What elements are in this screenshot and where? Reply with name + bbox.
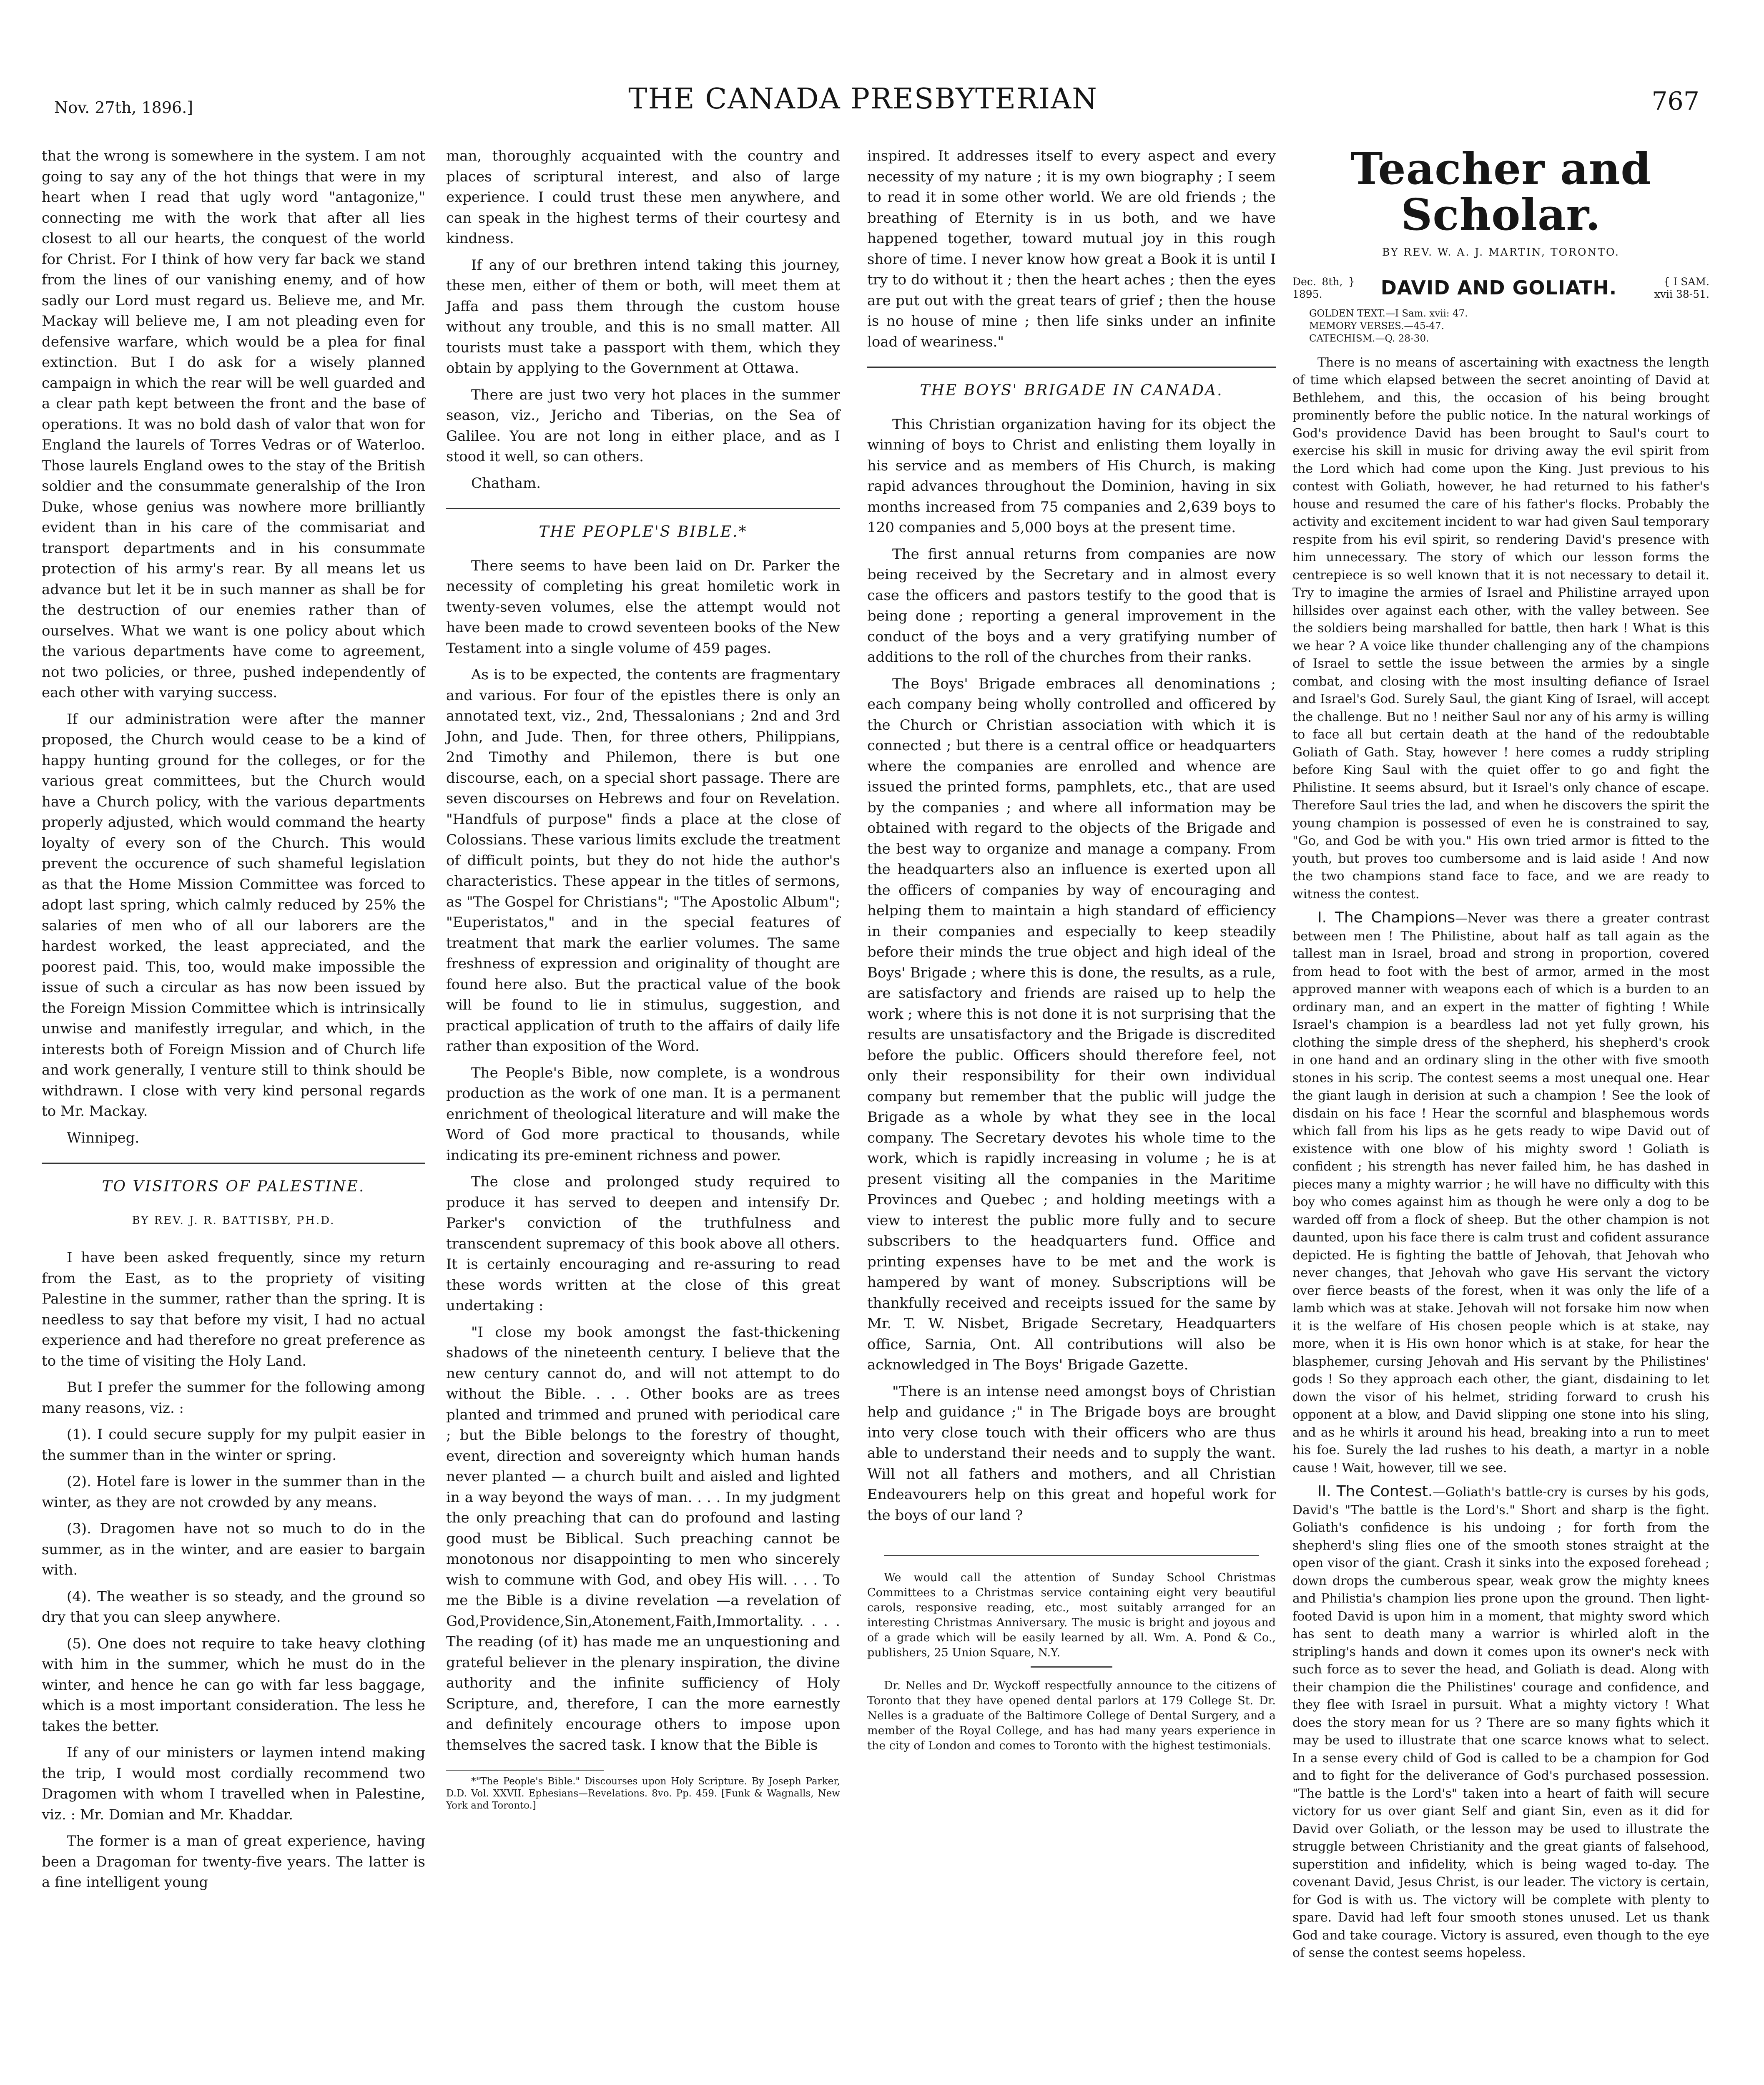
list-item: (3). Dragomen have not so much to do in the summer, as in the winter, and are easier to bargain with. bbox=[42, 1520, 425, 1578]
newspaper-title: THE CANADA PRESBYTERIAN bbox=[628, 83, 1098, 116]
notice-christmas-service: We would call the attention of Sunday School Christmas Committees to a Christmas service containing eight very beautiful carols, responsive reading, etc., most suitably arranged for an interesting Christmas Anniversary. The music is bright and joyous and of a grade which will be easily learned by all. Wm. A. Pond & Co., publishers, 25 Union Square, N.Y. bbox=[867, 1571, 1276, 1659]
paragraph: The Boys' Brigade embraces all denominations ; each company being wholly controlled and officered by the Church or Christian association with which it is connected ; but there is a central office or headquarters where the companies are enrolled and whence are issued the printed forms, pamphlets, etc., that are used by the companies ; and where all information may be obtained with regard to the objects of the Brigade and the best way to organize and manage a company. From the headquarters also an influence is exerted upon all the officers of companies by way of encouraging and helping them to maintain a high standard of efficiency in their companies and especially to keep steadily before their minds the true object and high ideal of the Boys' Brigade ; where this is done, the results, as a rule, are satisfactory and friends are raised up to help the work ; where this is not done it is not surprising that the results are unsatisfactory and the Brigade is discredited before the public. Officers should therefore feel, not only their responsibility for their own individual company but remember that the public will judge the Brigade as a whole by what they see in the local company. The Secretary devotes his whole time to the work, which is rapidly increasing in volume ; he is at present visiting all the companies in the Maritime Provinces and Quebec ; and holding meetings with a view to interest the public more fully and to secure subscribers to the headquarters fund. Office and printing expenses have to be met and the work is hampered by want of money. Subscriptions will be thankfully received and receipts issued for the same by Mr. T. W. Nisbet, Brigade Secretary, Headquarters office, Sarnia, Ont. All contributions will also be acknowledged in The Boys' Brigade Gazette. bbox=[867, 675, 1276, 1373]
lesson-meta bbox=[1309, 307, 1709, 345]
article-title-visitors-palestine: TO VISITORS OF PALESTINE. bbox=[42, 1163, 425, 1197]
lesson-reference: { I SAM. xvii 38-51. bbox=[1654, 275, 1709, 300]
paragraph: If any of our brethren intend taking this journey, these men, either of them or both, will meet them at Jaffa and pass them through the custom house without any trouble, and this is no small matter. All tourists must take a passport with them, which they obtain by applying to the Government at Ottawa. bbox=[446, 256, 840, 377]
list-item: (1). I could secure supply for my pulpit easier in the summer than in the winter or spring. bbox=[42, 1426, 425, 1464]
paragraph: —Goliath's battle-cry is curses by his gods, David's "The battle is the Lord's." Short and sharp is the fight. Goliath's confidence is his undoing ; for forth from the shepherd's sling flies one of the smooth stones straight at the open visor of the giant. Crash it sinks into the exposed forehead ; down drops the cumberous spear, weak grow the mighty knees and Philistia's champion lies prone upon the ground. Then light-footed David is upon him in a moment, that mighty sword which has sent to death many a warrior is whirled aloft in the stripling's hands and down it comes upon its owner's neck with such force as to sever the head, and Goliath is dead. Along with their champion die the Philistines' courage and confidence, and they flee with Israel in pursuit. What a mighty victory ! What does the story mean for us ? There are so many fights which it may be used to illustrate that one scarce knows what to select. In a sense every child of God is called to be a champion for God and to fight for the deliverance of God's purchased possession. "The battle is the Lord's" taken into a heart of faith will secure victory for us over giant Self and giant Sin, even as it did for David over Goliath, or the lesson may be used to illustrate the struggle between Christianity and the great giants of falsehood, superstition and infidelity, which is being waged to-day. The covenant David, Jesus Christ, is our leader. The victory is certain, for God is with us. The victory will be complete with plenty to spare. David had left four smooth stones unused. Let us thank God and take courage. Victory is assured, even though to the eye of sense the contest seems hopeless. bbox=[1292, 1485, 1709, 1960]
section-byline: BY REV. W. A. J. MARTIN, TORONTO. bbox=[1382, 246, 1620, 258]
column-4 bbox=[1292, 143, 1709, 1968]
notice-divider bbox=[884, 1555, 1259, 1556]
article-title-peoples-bible: THE PEOPLE'S BIBLE.* bbox=[446, 508, 840, 543]
footnote: *"The People's Bible." Discourses upon Holy Scripture. By Joseph Parker, D.D. Vol. XXVII. Ephesians—Revelations. 8vo. Pp. 459. [Funk & Wagnalls, New York and Toronto.] bbox=[446, 1776, 840, 1811]
list-item: (5). One does not require to take heavy clothing with him in the summer, which he must do in the winter, and hence he can go with far less baggage, which is a most important consideration. The less he takes the better. bbox=[42, 1635, 425, 1735]
lesson-header bbox=[1292, 276, 1709, 301]
quotation: "I close my book amongst the fast-thickening shadows of the nineteenth century. I believe that the new century cannot do, and will not attempt to do without the Bible. . . . Other books are as trees planted and trimmed and pruned with periodical care ; but the Bible belongs to the forestry of thought, event, direction and sovereignty which human hands never planted — a church built and aisled and lighted in a way beyond the ways of man. . . . In my judgment the only preaching that can do profound and lasting good must be Biblical. Such preaching cannot be monotonous nor disappointing to men who sincerely wish to commune with God, and obey His will. . . . To me the Bible is a divine revelation —a revelation of God,Providence,Sin,Atonement,Faith,Immortality. . . . The reading (of it) has made me an unquestioning and grateful believer in the plenary inspiration, the divine authority and the infinite sufficiency of Holy Scripture, and, therefore, I can the more earnestly and definitely encourage others to impose upon themselves the sacred task. I know that the Bible is bbox=[446, 1324, 840, 1753]
paragraph: inspired. It addresses itself to every aspect and every necessity of my nature ; it is my own biography ; I seem to read it in some other world. We are old friends ; the breathing of Eternity is in us both, and we have happened together, toward mutual joy in this rough shore of time. I never know how great a Book it is until I try to do without it ; then the heart aches ; then the eyes are put out with the great tears of grief ; then the house is no house of mine ; then life sinks under an infinite load of weariness." bbox=[867, 148, 1276, 350]
memory-verses: MEMORY VERSES.—45-47. bbox=[1309, 320, 1444, 332]
issue-date: Nov. 27th, 1896.] bbox=[54, 98, 193, 117]
signature-place: Winnipeg. bbox=[67, 1129, 140, 1146]
footnote-divider bbox=[446, 1770, 604, 1771]
paragraph: The close and prolonged study required to produce it has served to deepen and intensify Dr. Parker's conviction of the truthfulness and transcendent supremacy of this book above all others. It is certainly encouraging and re-assuring to read these words written at the close of this great undertaking : bbox=[446, 1173, 840, 1314]
paragraph: "There is an intense need amongst boys of Christian help and guidance ;" in The Brigade boys are brought into very close touch with their officers who are thus able to understand their needs and to supply the want. Will not all fathers and mothers, and all Christian Endeavourers help on this great and hopeful work for the boys of our land ? bbox=[867, 1383, 1276, 1524]
catechism: CATECHISM.—Q. 28-30. bbox=[1309, 333, 1429, 344]
signature-place: Chatham. bbox=[471, 475, 541, 492]
subheading-contest: II. The Contest. bbox=[1317, 1483, 1433, 1500]
list-item: (4). The weather is so steady, and the ground so dry that you can sleep anywhere. bbox=[42, 1588, 425, 1625]
subheading-champions: I. The Champions bbox=[1317, 909, 1455, 926]
lesson-date: Dec. 8th, } 1895. bbox=[1292, 275, 1355, 300]
section-title-teacher-scholar: Teacher and Scholar. bbox=[1350, 143, 1651, 240]
notice-separator bbox=[1031, 1666, 1112, 1668]
paragraph: This Christian organization having for its object the winning of boys to Christ and enlisting them loyally in his service and as members of His Church, is making rapid advances throughout the Dominion, having in six months increased from 75 companies and 2,639 boys to 120 companies and 5,000 boys at the present time. bbox=[867, 416, 1276, 536]
page-number: 767 bbox=[1651, 87, 1699, 116]
paragraph: There seems to have been laid on Dr. Parker the necessity of completing his great homiletic work in twenty-seven volumes, else the attempt would not have been made to crowd seventeen books of the New Testament into a single volume of 459 pages. bbox=[446, 557, 840, 657]
article-title-boys-brigade: THE BOYS' BRIGADE IN CANADA. bbox=[867, 367, 1276, 401]
paragraph: man, thoroughly acquainted with the country and places of scriptural interest, and also of large experience. I could trust these men anywhere, and can speak in the highest terms of their courtesy and kindness. bbox=[446, 148, 840, 247]
paragraph: —Never was there a greater contrast between men ! The Philistine, about half as tall again as the tallest man in Israel, broad and strong in proportion, covered from head to foot with the best of armor, armed in the most approved manner with weapons each of which is a burden to an ordinary man, and an expert in the matter of fighting ! While Israel's champion is a beardless lad not yet fully grown, his clothing the simple dress of the shepherd, his shepherd's crook in one hand and an ordinary sling in the other with five smooth stones in his scrip. The contest seems a most unequal one. Hear the giant laugh in derision at such a champion ! See the look of disdain on his face ! Hear the scornful and blasphemous words which fall from his lips as he gets ready to wipe David out of existence with one blow of his mighty sword ! Goliath is confident ; his strength has never failed him, he has dashed in pieces many a mighty warrior ; he will have no difficulty with this boy who comes against him as though he were only a dog to be warded off from a flock of sheep. But the other champion is not daunted, upon his face there is calm trust and cofident assurance depicted. He is fighting the battle of Jehovah, that Jehovah who never changes, that Jehovah who gave His servant the victory over fierce beasts of the forest, when it was only the life of a lamb which was at stake. Jehovah will not forsake him now when it is the welfare of His chosen people which is at stake, nay more, when it is His own honor which is at stake, for hear the blasphemer, cursing Jehovah and His servant by the Philistines' gods ! So they approach each other, the giant, disdaining to let down the visor of his helmet, striding forward to crush his opponent at a blow, and David slipping one stone into his sling, and as he whirls it around his head, breaking into a run to meet his foe. Surely the lad rushes to his death, a martyr in a noble cause ! Wait, however, till we see. bbox=[1292, 911, 1709, 1475]
paragraph: that the wrong is somewhere in the system. I am not going to say any of the hot things that were in my heart when I read that ugly word "antagonize," connecting me with the work that after all lies closest to all our hearts, the conquest of the world for Christ. For I think of how very far back we stand from the lines of our vanishing enemy, and of how sadly our Lord must regard us. Believe me, and Mr. Mackay will believe me, I am not pleading even for defensive warfare, which would be a plea for final extinction. But I do ask for a wisely planned campaign in which the rear will be well guarded and a clear path kept between the front and the base of operations. It was no bold dash of valor that won for England the laurels of Torres Vedras or of Waterloo. Those laurels England owes to the stay of the British soldier and the consummate generalship of the Iron Duke, whose genius was nowhere more brilliantly evident than in his care of the commisariat and transport departments and in his consummate protection of his army's rear. By all means let us advance but let it be in such manner as shall be for the destruction of our enemies rather than of ourselves. What we want is one policy about which the various departments have come to agreement, not two policies, or three, pushed independently of each other with varying success. bbox=[42, 148, 425, 701]
list-item: (2). Hotel fare is lower in the summer than in the winter, as they are not crowded by any means. bbox=[42, 1473, 425, 1511]
paragraph: I have been asked frequently, since my return from the East, as to the propriety of visiting Palestine in the summer, rather than the spring. It is needless to say that before my visit, I had no actual experience and had therefore no great preference as to the time of visiting the Holy Land. bbox=[42, 1249, 425, 1369]
column-3 bbox=[867, 146, 1276, 1759]
column-2 bbox=[446, 146, 840, 1818]
paragraph: The People's Bible, now complete, is a wondrous production as the work of one man. It is a permanent enrichment of theological literature and will make the Word of God more practical to thousands, while indicating its pre-eminent richness and power. bbox=[446, 1064, 840, 1164]
article-byline: BY REV. J. R. BATTISBY, PH.D. bbox=[132, 1214, 335, 1227]
paragraph: If our administration were after the manner proposed, the Church would cease to be a kind of happy hunting ground for the colleges, or for the various great committees, but the Church would have a Church policy, with the various departments properly adjusted, which would command the hearty loyalty of every son of the Church. This would prevent the occurence of such shameful legislation as that the Home Mission Committee was forced to adopt last spring, which calmly reduced by 25% the salaries of men who of all our laborers are the hardest worked, the least appreciated, and the poorest paid. This, too, would make impossible the issue of such a circular as has now been issued by the Foreign Mission Committee which is intrinsically unwise and manifestly irregular, and which, in the interests both of Foreign Mission and of Church life and work generally, I venture still to think should be withdrawn. I close with very kind personal regards to Mr. Mackay. bbox=[42, 711, 425, 1120]
paragraph: There are just two very hot places in the summer season, viz., Jericho and Tiberias, on the Sea of Galilee. You are not long in either place, and as I stood it well, so can others. bbox=[446, 386, 840, 465]
paragraph: The first annual returns from companies are now being received by the Secretary and in almost every case the officers and pastors testify to the good that is being done ; reporting a general improvement in the conduct of the boys and a very gratifying number of additions to the roll of the churches from their ranks. bbox=[867, 545, 1276, 666]
notices bbox=[867, 1570, 1276, 1753]
notice-dental-parlors: Dr. Nelles and Dr. Wyckoff respectfully announce to the citizens of Toronto that they have opened dental parlors at 179 College St. Dr. Nelles is a graduate of the Baltimore College of Dental Surgery, and a member of the Royal College, and has had many years experience in the city of London and comes to Toronto with the highest testimonials. bbox=[867, 1679, 1276, 1752]
lesson-title: DAVID AND GOLIATH. bbox=[1380, 276, 1617, 299]
paragraph: There is no means of ascertaining with exactness the length of time which elapsed between the secret anointing of David at Bethlehem, and this, the occasion of his being brought prominently before the public notice. In the natural workings of God's providence David has been brought to Saul's court to exercise his skill in music for driving away the evil spirit from the Lord which had come upon the King. Just previous to his contest with Goliath, however, he had returned to his father's house and resumed the care of his father's flocks. Probably the activity and excitement incident to war had given Saul temporary respite from his evil spirit, so rendering David's presence with him unnecessary. The story of which our lesson forms the centrepiece is so well known that it is not necessary to detail it. Try to imagine the armies of Israel and Philistine arrayed upon hillsides over against each other, with the valley between. See the soldiers being marshalled for battle, then hark ! What is this we hear ? A voice like thunder challenging any of the champions of Israel to settle the issue between the armies by a single combat, and closing with the most insulting defiance of Israel and Israel's God. Surely Saul, the giant King of Israel, will accept the challenge. But no ! neither Saul nor any of his army is willing to face all but certain death at the hand of the redoubtable Goliath of Gath. Stay, however ! here comes a ruddy stripling before King Saul with the quiet offer to go and fight the Philistine. It seems absurd, but it Israel's only chance of escape. Therefore Saul tries the lad, and when he discovers the spirit the young champion is possessed of even he is constrained to say, "Go, and God be with you." His own tried armor is fitted to the youth, but proves too cumbersome and is laid aside ! And now the two champions stand face to face, and we are ready to witness the contest. bbox=[1292, 355, 1709, 902]
column-1 bbox=[42, 146, 425, 1899]
golden-text: GOLDEN TEXT.—I Sam. xvii: 47. bbox=[1309, 308, 1468, 319]
paragraph: If any of our ministers or laymen intend making the trip, I would most cordially recommend two Dragomen with whom I travelled when in Palestine, viz. : Mr. Domian and Mr. Khaddar. bbox=[42, 1744, 425, 1823]
paragraph: The former is a man of great experience, having been a Dragoman for twenty-five years. The latter is a fine intelligent young bbox=[42, 1833, 425, 1891]
paragraph: But I prefer the summer for the following among many reasons, viz. : bbox=[42, 1379, 425, 1417]
paragraph: As is to be expected, the contents are fragmentary and various. For four of the epistles there is only an annotated text, viz., 2nd, Thessalonians ; 2nd and 3rd John, and Jude. Then, for three others, Philippians, 2nd Timothy and Philemon, there is but one discourse, each, on a special short passage. There are seven discourses on Hebrews and four on Revelation. "Handfuls of purpose" finds a place at the close of Colossians. These various limits exclude the treatment of difficult points, but they do not hide the author's characteristics. These appear in the titles of sermons, as "The Gospel for Christians"; "The Apostolic Album"; "Euperistatos," and in the special features of treatment that mark the earlier volumes. The same freshness of expression and originality of thought are found here also. But the practical value of the book will be found to lie in stimulus, suggestion, and practical application of truth to the affairs of daily life rather than exposition of the Word. bbox=[446, 666, 840, 1055]
